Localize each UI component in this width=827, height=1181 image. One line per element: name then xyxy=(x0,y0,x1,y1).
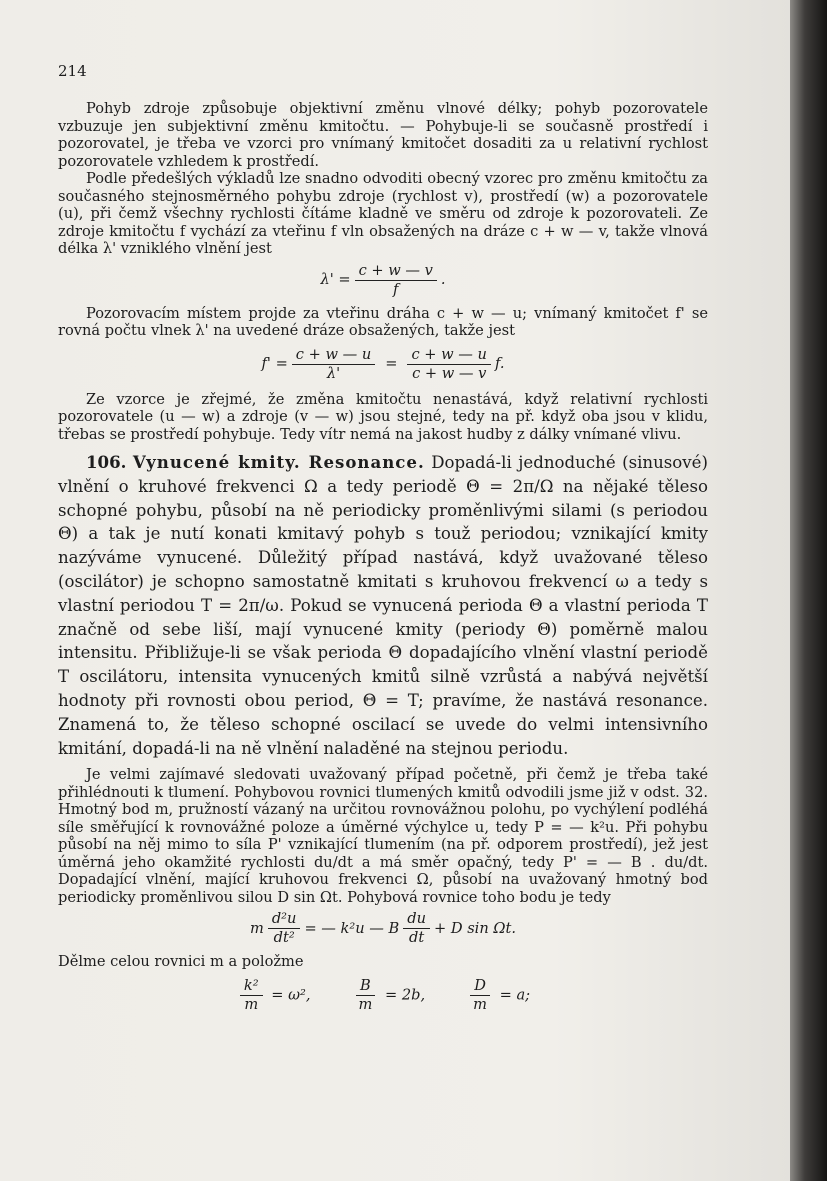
substitution-a-numerator: D xyxy=(470,977,490,996)
formula-frequency-numerator-2: c + w — u xyxy=(407,346,490,365)
formula-frequency-tail: f. xyxy=(494,355,505,373)
formula-motion-m: m xyxy=(250,920,264,938)
formula-wavelength-numerator: c + w — v xyxy=(355,262,437,281)
formula-wavelength-fraction xyxy=(355,262,437,299)
section-title: Vynucené kmity. Resonance. xyxy=(132,452,425,472)
page-content xyxy=(58,100,708,1014)
formula-motion-equation xyxy=(58,910,708,947)
formula-frequency-fraction-2 xyxy=(407,346,490,383)
paragraph-general-formula: Podle předešlých výkladů lze snadno odvoditi obecný vzorec pro změnu kmitočtu za současného stejnosměrného pohybu zdroje (rychlost v), prostředí (w) a pozorovatele (u), při čemž všechny rychlosti čítáme kladně ve směru od zdroje k pozorovateli. Ze zdroje kmitočtu f vychází za vteřinu f vln obsažených na dráze c + w — v, takže vlnová délka λ' vzniklého vlnění jest xyxy=(58,170,708,257)
substitution-a-fraction xyxy=(469,977,491,1014)
substitution-a xyxy=(465,977,530,1014)
substitution-b-rhs: = 2b, xyxy=(384,986,426,1004)
paragraph-source-motion: Pohyb zdroje způsobuje objektivní změnu vlnové délky; pohyb pozorovatele vzbuzuje jen subjektivní změnu kmitočtu. — Pohybuje-li se současně prostředí i pozorovatel, je třeba ve vzorci pro vnímaný kmitočet dosaditi za u relativní rychlost pozorovatele vzhledem k prostředí. xyxy=(58,100,708,170)
formula-motion-denominator-2: dt xyxy=(409,929,425,947)
formula-frequency-fraction-1 xyxy=(292,346,375,383)
substitution-omega-denominator: m xyxy=(244,995,259,1013)
substitution-omega xyxy=(236,977,311,1014)
paragraph-divide: Dělme celou rovnici m a položme xyxy=(58,953,304,971)
substitution-a-denominator: m xyxy=(473,995,487,1013)
formula-wavelength-denominator: f xyxy=(393,280,399,298)
substitution-omega-fraction xyxy=(240,977,263,1014)
substitution-omega-rhs: = ω², xyxy=(271,986,311,1004)
formula-substitutions xyxy=(58,977,708,1014)
substitution-b-numerator: B xyxy=(356,977,375,996)
formula-motion-numerator-2: du xyxy=(403,910,430,929)
formula-frequency-equals: = xyxy=(385,355,398,373)
section-resonance xyxy=(58,451,708,760)
formula-frequency-lhs: f' = xyxy=(261,355,288,373)
section-text: Dopadá-li jednoduché (sinusové) vlnění o kruhové frekvenci Ω a tedy periodě Θ = 2π/Ω na nějaké těleso schopné pohybu, působí na ně periodicky proměnlivými silami (s periodou Θ) a tak je nutí konati kmitavý pohyb s touž periodou; vznikající kmity nazýváme vynucené. Důležitý případ nastává, když uvažované těleso (oscilátor) je schopno samostatně kmitati s kruhovou frekvencí ω a tedy s vlastní periodou T = 2π/ω. Pokud se vynucená perioda Θ a vlastní perioda T značně od sebe liší, mají vynucené kmity (periody Θ) poměrně malou intensitu. Přibližuje-li se však perioda Θ dopadajícího vlnění vlastní periodě T oscilátoru, intensita vynucených kmitů silně vzrůstá a nabývá největší hodnoty při rovnosti obou period, Θ = T; pravíme, že nastává resonance. Znamená to, že těleso schopné oscilací se uvede do velmi intensivního kmitání, dopadá-li na ně vlnění naladěné na stejnou periodu. xyxy=(58,453,708,758)
formula-motion-fraction-1 xyxy=(268,910,301,947)
section-number: 106. xyxy=(86,452,127,472)
formula-frequency-denominator-2: c + w — v xyxy=(412,364,487,382)
book-spine-shadow xyxy=(790,0,827,1181)
paragraph-damping: Je velmi zajímavé sledovati uvažovaný případ početně, při čemž je třeba také přihlédnouti k tlumení. Pohybovou rovnici tlumených kmitů odvodili jsme již v odst. 32. Hmotný bod m, pružností vázaný na určitou rovnovážnou polohu, po vychýlení podléhá síle směřující k rovnovážné poloze a úměrné výchylce u, tedy P = — k²u. Při pohybu působí na něj mimo to síla P' vznikající tlumením (na př. odporem prostředí), jež jest úměrná jeho okamžité rychlosti du/dt a má směr opačný, tedy P' = — B . du/dt. Dopadající vlnění, mající kruhovou frekvenci Ω, působí na uvažovaný hmotný bod periodicky proměnlivou silou D sin Ωt. Pohybová rovnice toho bodu je tedy xyxy=(58,766,708,906)
formula-motion-tail: + D sin Ωt. xyxy=(433,920,516,938)
formula-wavelength-tail: . xyxy=(440,271,446,289)
substitution-b xyxy=(351,977,426,1014)
formula-motion-numerator-1: d²u xyxy=(268,910,301,929)
substitution-b-fraction xyxy=(355,977,377,1014)
formula-motion-fraction-2 xyxy=(403,910,430,947)
formula-motion-denominator-1: dt² xyxy=(273,929,295,947)
formula-wavelength xyxy=(58,262,708,299)
formula-frequency-numerator-1: c + w — u xyxy=(292,346,375,365)
formula-motion-middle: = — k²u — B xyxy=(304,920,400,938)
formula-wavelength-lhs: λ' = xyxy=(320,271,351,289)
substitution-omega-numerator: k² xyxy=(240,977,263,996)
formula-frequency-denominator-1: λ' xyxy=(326,364,341,382)
substitution-b-denominator: m xyxy=(358,995,373,1013)
paragraph-wind: Ze vzorce je zřejmé, že změna kmitočtu nenastává, když relativní rychlosti pozorovatele (u — w) a zdroje (v — w) jsou stejné, tedy na př. když oba jsou v klidu, třebas se prostředí pohybuje. Tedy vítr nemá na jakost hudby z dálky vnímané vlivu. xyxy=(58,390,708,443)
page-number: 214 xyxy=(58,62,87,80)
substitution-a-rhs: = a; xyxy=(499,986,531,1004)
paragraph-observer: Pozorovacím místem projde za vteřinu dráha c + w — u; vnímaný kmitočet f' se rovná počtu vlnek λ' na uvedené dráze obsažených, takže jest xyxy=(58,304,708,339)
formula-frequency xyxy=(58,346,708,383)
